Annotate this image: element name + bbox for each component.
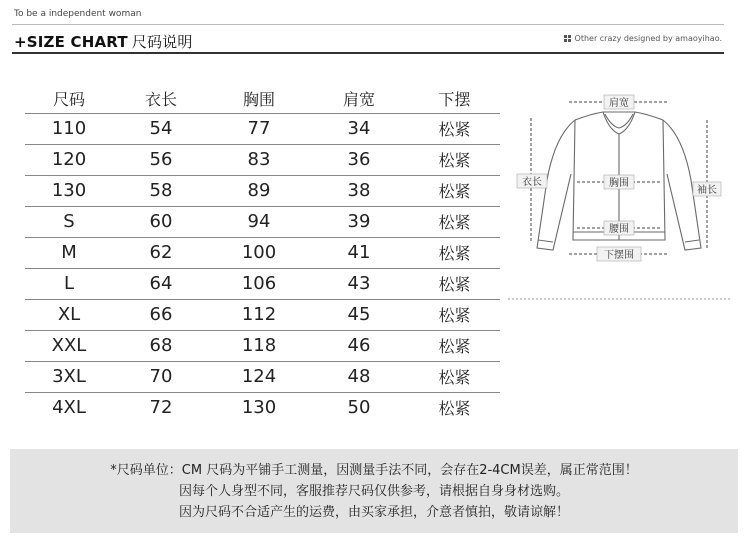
- note-line-2: 因每个人身型不同，客服推荐尺码仅供参考，请根据自身身材选购。: [178, 484, 569, 499]
- page-title: [14, 31, 193, 52]
- cell-size: M: [25, 237, 113, 268]
- garment-measurement-diagram: [513, 90, 723, 270]
- sleeve-label: 袖长: [697, 185, 717, 196]
- cell-chest: 112: [209, 299, 309, 330]
- cell-size: 120: [25, 144, 113, 175]
- cell-length: 62: [113, 237, 209, 268]
- cell-hem: 松紧: [409, 299, 500, 330]
- cell-length: 66: [113, 299, 209, 330]
- cell-hem: 松紧: [409, 330, 500, 361]
- cell-shoulder: 48: [309, 361, 409, 392]
- cell-size: XL: [25, 299, 113, 330]
- column-header-shoulder: 肩宽: [309, 85, 409, 113]
- table-row: [25, 237, 500, 268]
- cell-shoulder: 45: [309, 299, 409, 330]
- shoulder-seam: [575, 112, 663, 120]
- cell-chest: 100: [209, 237, 309, 268]
- table-row: [25, 299, 500, 330]
- cell-shoulder: 43: [309, 268, 409, 299]
- cell-hem: 松紧: [438, 399, 471, 419]
- cell-shoulder: 41: [309, 237, 409, 268]
- cell-hem: 松紧: [409, 206, 500, 237]
- cell-size: L: [25, 268, 113, 299]
- cell-shoulder: 50: [347, 397, 371, 419]
- cell-length: 60: [113, 206, 209, 237]
- table-header-row: [25, 85, 500, 113]
- left-cuff: [538, 240, 553, 242]
- shoulder-label: 肩宽: [609, 98, 629, 109]
- collar-shape: [603, 112, 635, 134]
- cell-size: 3XL: [25, 361, 113, 392]
- chest-label: 胸围: [609, 178, 629, 189]
- note-line-1: *尺码单位：CM 尺码为平铺手工测量，因测量手法不同，会存在2-4CM误差，属正常范围！: [110, 463, 638, 478]
- cell-size: S: [25, 206, 113, 237]
- tagline: To be a independent woman: [14, 9, 142, 19]
- cell-length: 58: [113, 175, 209, 206]
- cell-chest: 118: [209, 330, 309, 361]
- cell-chest: 106: [209, 268, 309, 299]
- dotted-divider: [508, 298, 730, 300]
- cell-shoulder: 39: [309, 206, 409, 237]
- title-en: +SIZE CHART: [14, 33, 128, 51]
- cell-chest: 89: [209, 175, 309, 206]
- cell-length: 72: [149, 397, 173, 419]
- right-cuff: [685, 240, 699, 242]
- cell-size: 110: [25, 113, 113, 144]
- column-header-length: 衣长: [113, 85, 209, 113]
- waist-label: 腰围: [609, 224, 629, 235]
- column-header-chest: 胸围: [209, 85, 309, 113]
- designer-credit: [564, 34, 722, 43]
- table-row: [25, 206, 500, 237]
- table-row: [25, 113, 500, 144]
- cell-hem: 松紧: [409, 175, 500, 206]
- designer-credit-text: Other crazy designed by amaoyihao.: [574, 34, 722, 43]
- table-row: [25, 144, 500, 175]
- cell-length: 56: [113, 144, 209, 175]
- size-table: [25, 85, 500, 423]
- cell-length: 68: [113, 330, 209, 361]
- cell-hem: 松紧: [409, 237, 500, 268]
- cell-hem: 松紧: [409, 361, 500, 392]
- cell-size: XXL: [25, 330, 113, 361]
- cell-shoulder: 36: [309, 144, 409, 175]
- table-row: [25, 392, 500, 423]
- cell-chest: 130: [241, 397, 277, 419]
- cell-chest: 83: [209, 144, 309, 175]
- table-row: [25, 361, 500, 392]
- cell-length: 64: [113, 268, 209, 299]
- cell-shoulder: 46: [309, 330, 409, 361]
- cell-length: 54: [113, 113, 209, 144]
- grid-dots-icon: [564, 35, 571, 42]
- cell-length: 70: [113, 361, 209, 392]
- cell-hem: 松紧: [409, 268, 500, 299]
- cell-size: 130: [25, 175, 113, 206]
- hem-label: 下摆围: [604, 250, 634, 261]
- table-row: [25, 330, 500, 361]
- column-header-size: 尺码: [25, 85, 113, 113]
- cell-chest: 94: [209, 206, 309, 237]
- cell-shoulder: 34: [309, 113, 409, 144]
- cell-hem: 松紧: [409, 144, 500, 175]
- cell-shoulder: 38: [309, 175, 409, 206]
- column-header-hem: 下摆: [409, 85, 500, 113]
- table-row: [25, 175, 500, 206]
- cell-hem: 松紧: [409, 113, 500, 144]
- notes-panel: [10, 449, 738, 533]
- cell-chest: 124: [209, 361, 309, 392]
- header-divider-bottom: [12, 52, 724, 54]
- table-row: [25, 268, 500, 299]
- length-label: 衣长: [522, 177, 542, 188]
- cell-size: 4XL: [52, 397, 86, 419]
- title-cn: 尺码说明: [131, 33, 193, 51]
- cell-chest: 77: [209, 113, 309, 144]
- note-line-3: 因为尺码不合适产生的运费，由买家承担，介意者慎拍，敬请谅解！: [178, 505, 569, 520]
- header-divider-top: [12, 24, 724, 25]
